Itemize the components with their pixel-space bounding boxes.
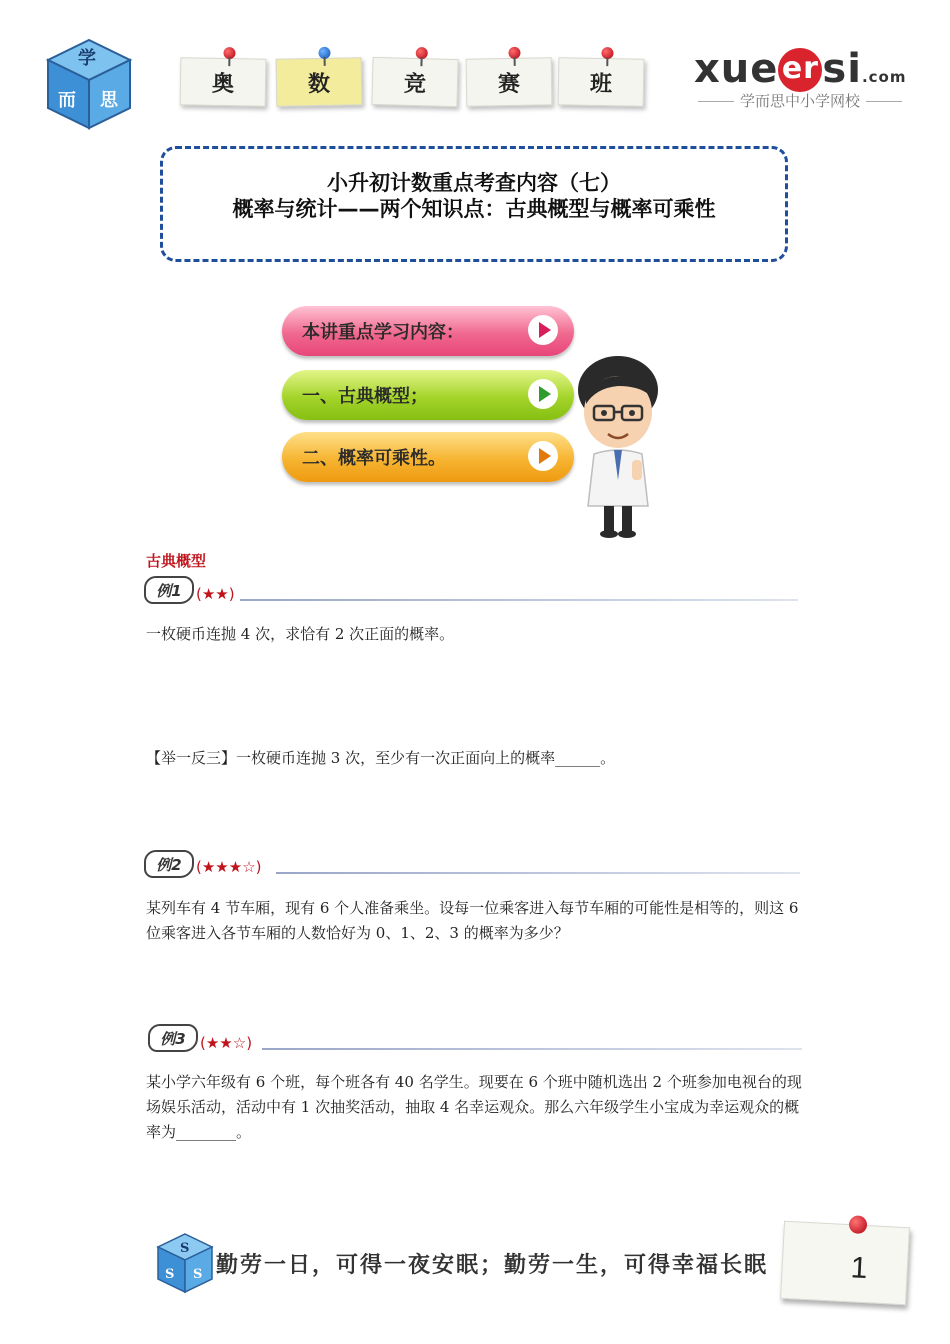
pin-icon	[416, 47, 428, 59]
cube-letter-top: S	[180, 1241, 190, 1256]
logo-text-post: si	[822, 46, 862, 92]
pill-label: 一、古典概型；	[302, 386, 428, 407]
teacher-cartoon-icon	[574, 350, 666, 540]
example-1-text: 一枚硬币连抛 4 次，求恰有 2 次正面的概率。	[146, 625, 455, 643]
pin-icon	[601, 47, 613, 59]
logo-text-pre: xue	[694, 46, 779, 92]
logo-text-er: er	[778, 48, 822, 92]
overview-pill-classical	[282, 370, 574, 420]
xueersi-logo	[694, 46, 906, 92]
page-number: 1	[849, 1251, 869, 1286]
play-arrow-icon	[528, 441, 558, 471]
lesson-overview-banner	[276, 298, 666, 540]
tab-shu	[276, 57, 363, 106]
pin-icon	[223, 47, 235, 59]
title-line-2: 概率与统计——两个知识点：古典概型与概率可乘性	[232, 197, 716, 221]
xueersi-cube-logo	[44, 36, 134, 132]
tab-label: 奥	[211, 71, 235, 97]
logo-domain: .com	[861, 68, 907, 86]
example-3-tag: 例3	[148, 1024, 198, 1052]
tab-label: 数	[307, 71, 331, 97]
title-line-1: 小升初计数重点考查内容（七）	[327, 171, 621, 195]
example-2-stars: (★★★☆)	[196, 858, 262, 876]
pin-icon	[849, 1215, 868, 1234]
example-3-text: 某小学六年级有 6 个班，每个班各有 40 名学生。现要在 6 个班中随机选出 2 个班参加电视台的现场娱乐活动，活动中有 1 次抽奖活动，抽取 4 名幸运观众。那么六年级学生小宝成为幸运观众的概率为________。	[146, 1073, 802, 1141]
sss-cube-icon	[156, 1232, 214, 1294]
play-arrow-icon	[528, 315, 558, 345]
pill-label: 二、概率可乘性。	[302, 448, 446, 469]
cube-char-left: 而	[58, 90, 76, 111]
page-number-note	[780, 1221, 910, 1305]
example-2-tag: 例2	[144, 850, 194, 878]
overview-pill-key-content	[282, 306, 574, 356]
tab-sai	[466, 57, 553, 106]
example-1-rule	[240, 599, 798, 601]
play-arrow-icon	[528, 379, 558, 409]
tab-label: 竞	[403, 71, 427, 97]
title-frame	[160, 146, 788, 262]
logo-subtitle-text: 学而思中小学网校	[739, 92, 860, 110]
example-3-stars: (★★☆)	[200, 1034, 253, 1052]
tab-ao	[180, 57, 267, 106]
cube-letter-right: S	[193, 1267, 203, 1282]
footer-slogan: 勤劳一日，可得一夜安眠；勤劳一生，可得幸福长眠	[216, 1253, 769, 1278]
pin-icon	[508, 47, 520, 59]
example-3-rule	[262, 1048, 802, 1050]
pill-label: 本讲重点学习内容：	[302, 322, 464, 343]
overview-pill-multiplication	[282, 432, 574, 482]
tab-jing	[371, 57, 458, 107]
cube-char-top: 学	[78, 48, 96, 69]
logo-subtitle	[682, 90, 918, 111]
cube-letter-left: S	[165, 1267, 175, 1282]
example-1-tag: 例1	[144, 576, 194, 604]
section-heading: 古典概型	[146, 552, 207, 570]
tab-ban	[558, 57, 645, 106]
tab-label: 班	[589, 71, 613, 97]
tab-label: 赛	[497, 71, 521, 97]
pin-icon	[318, 47, 330, 59]
example-2-text: 某列车有 4 节车厢，现有 6 个人准备乘坐。设每一位乘客进入每节车厢的可能性是相等的，则这 6 位乘客进入各节车厢的人数恰好为 0、1、2、3 的概率为多少？	[146, 899, 799, 942]
example-1-stars: (★★)	[196, 585, 235, 603]
example-2-rule	[276, 872, 800, 874]
cube-char-right: 思	[100, 90, 118, 111]
extension-text: 【举一反三】一枚硬币连抛 3 次，至少有一次正面向上的概率______。	[146, 749, 616, 767]
